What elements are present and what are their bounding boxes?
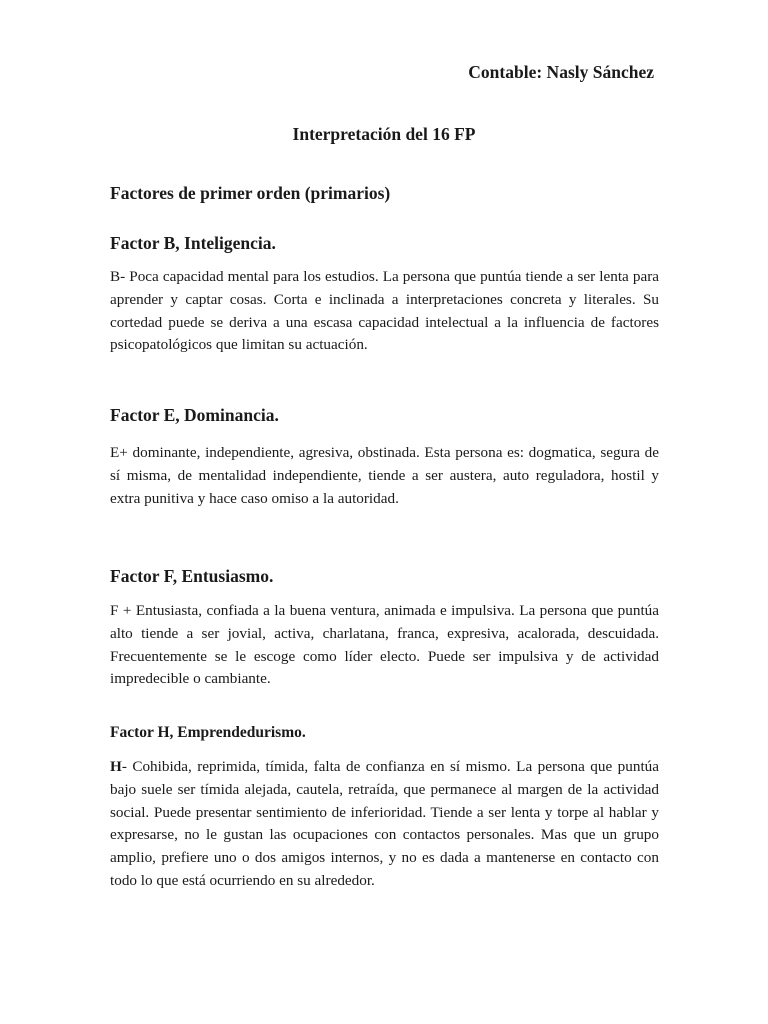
section-factor-b xyxy=(110,232,659,357)
section-primary-factors xyxy=(110,182,659,204)
factor-heading: Factor H, Emprendedurismo. xyxy=(110,724,306,741)
author-line: Contable: Nasly Sánchez xyxy=(468,62,654,82)
factor-description: E+ dominante, independiente, agresiva, obstinada. Esta persona es: dogmatica, segura de sí misma, de mentalidad independiente, tiende a ser austera, auto reguladora, hostil y extra punitiva y hace caso omiso a la autoridad. xyxy=(110,444,659,507)
document-title: Interpretación del 16 FP xyxy=(292,124,476,144)
section-heading: Factores de primer orden (primarios) xyxy=(110,183,391,203)
factor-lead-letter: H xyxy=(110,758,122,775)
section-factor-e xyxy=(110,404,659,510)
factor-text: - Cohibida, reprimida, tímida, falta de confianza en sí mismo. La persona que puntúa bajo suele ser tímida alejada, cautela, retraída, que permanece al margen de la actividad social. Puede presentar sentimiento de inferioridad. Tiende a ser lenta y torpe al hablar y expresarse, no le gustan las ocupaciones con contactos personales. Mas que un grupo amplio, prefiere uno o dos amigos internos, y no es dada a mantenerse en contacto con todo lo que está ocurriendo en su alrededor. xyxy=(110,758,659,889)
factor-heading: Factor F, Entusiasmo. xyxy=(110,566,274,586)
factor-heading: Factor B, Inteligencia. xyxy=(110,233,276,253)
factor-heading: Factor E, Dominancia. xyxy=(110,405,279,425)
factor-description: F + Entusiasta, confiada a la buena ventura, animada e impulsiva. La persona que puntúa alto tiende a ser jovial, activa, charlatana, franca, expresiva, acalorada, descuidada. Frecuentemente se le escoge como líder electo. Puede ser impulsiva y de actividad impredecible o cambiante. xyxy=(110,602,659,688)
section-factor-h xyxy=(110,723,659,893)
factor-description xyxy=(110,756,659,893)
section-factor-f xyxy=(110,565,659,691)
factor-description: B- Poca capacidad mental para los estudios. La persona que puntúa tiende a ser lenta para aprender y captar cosas. Corta e inclinada a interpretaciones concreta y literales. Su cortedad puede se deriva a una escasa capacidad intelectual a la influencia de factores psicopatológicos que limitan su actuación. xyxy=(110,268,659,354)
